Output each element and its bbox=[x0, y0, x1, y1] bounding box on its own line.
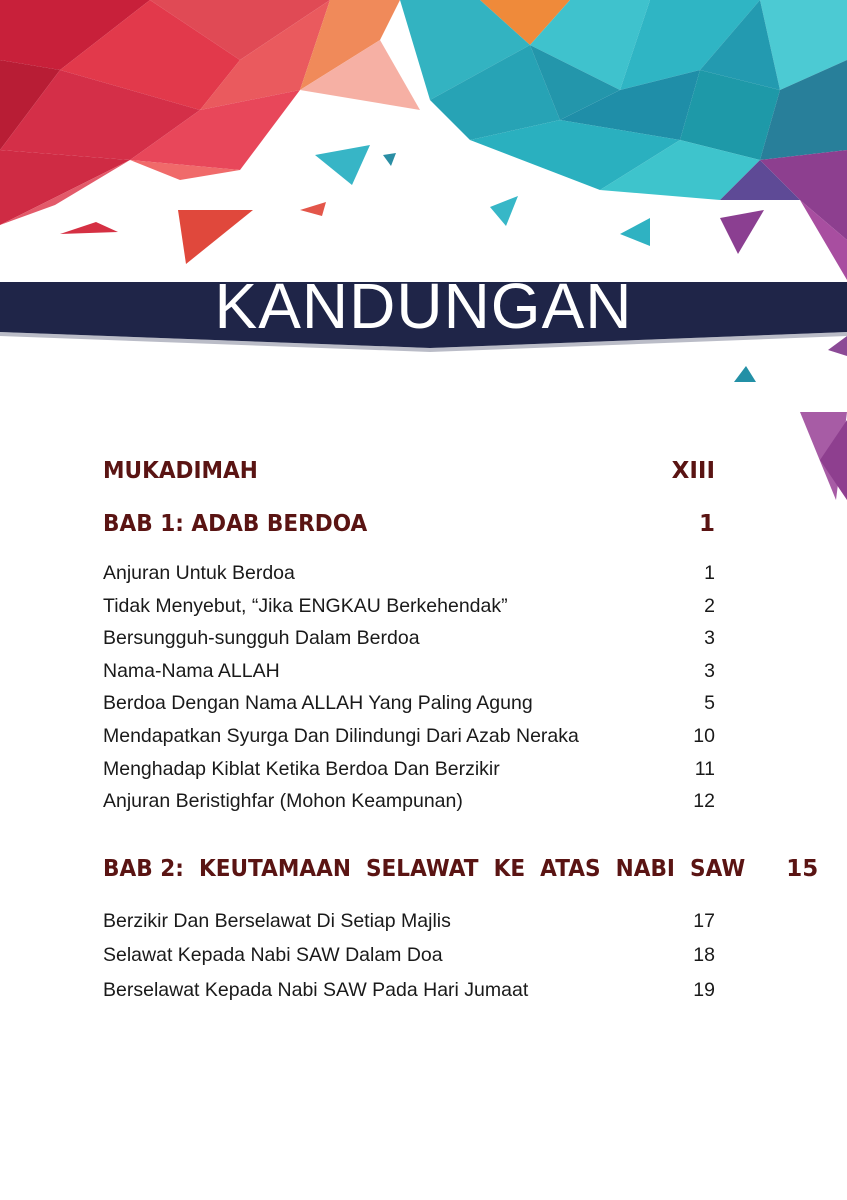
toc-entry[interactable] bbox=[103, 973, 715, 1008]
chapter-1-section bbox=[103, 511, 715, 818]
entry-page: 11 bbox=[694, 757, 715, 780]
entry-page: 3 bbox=[704, 659, 715, 682]
entry-label: Selawat Kepada Nabi SAW Dalam Doa bbox=[103, 944, 443, 967]
chapter-2-heading[interactable] bbox=[103, 855, 819, 898]
chapter-2-entries bbox=[103, 904, 715, 1008]
entry-page: 1 bbox=[704, 562, 715, 584]
entry-label: Bersungguh-sungguh Dalam Berdoa bbox=[103, 627, 420, 650]
entry-label: Berzikir Dan Berselawat Di Setiap Majlis bbox=[103, 909, 451, 932]
entry-label: Berselawat Kepada Nabi SAW Pada Hari Jumaat bbox=[103, 978, 529, 1001]
toc-entry[interactable] bbox=[103, 938, 715, 973]
chapter-1-entries bbox=[103, 557, 715, 818]
entry-page: 10 bbox=[693, 724, 715, 747]
toc-entry[interactable] bbox=[103, 904, 715, 939]
chapter-2-section bbox=[103, 855, 819, 1008]
toc-intro-row[interactable] bbox=[103, 458, 715, 498]
chapter-2-page: 15 bbox=[786, 855, 819, 882]
table-of-contents bbox=[103, 458, 819, 1007]
entry-page: 19 bbox=[693, 978, 715, 1001]
toc-entry[interactable] bbox=[103, 655, 715, 688]
entry-page: 3 bbox=[704, 627, 715, 650]
chapter-1-label: BAB 1: ADAB BERDOA bbox=[103, 511, 368, 537]
toc-entry[interactable] bbox=[103, 590, 715, 623]
chapter-1-page: 1 bbox=[698, 511, 715, 537]
entry-page: 17 bbox=[693, 909, 715, 932]
chapter-2-label: BAB 2: KEUTAMAAN SELAWAT KE ATAS NABI SAW bbox=[103, 855, 746, 882]
toc-entry[interactable] bbox=[103, 557, 715, 590]
chapter-1-heading[interactable] bbox=[103, 511, 715, 553]
toc-entry[interactable] bbox=[103, 785, 715, 818]
intro-page: XIII bbox=[671, 458, 715, 484]
entry-page: 2 bbox=[704, 594, 715, 617]
entry-page: 5 bbox=[704, 692, 715, 715]
entry-label: Anjuran Beristighfar (Mohon Keampunan) bbox=[103, 790, 463, 813]
toc-entry[interactable] bbox=[103, 753, 715, 786]
toc-entry[interactable] bbox=[103, 687, 715, 720]
toc-entry[interactable] bbox=[103, 720, 715, 753]
entry-label: Anjuran Untuk Berdoa bbox=[103, 562, 295, 584]
entry-label: Mendapatkan Syurga Dan Dilindungi Dari Azab Neraka bbox=[103, 724, 579, 747]
toc-entry[interactable] bbox=[103, 622, 715, 655]
entry-label: Menghadap Kiblat Ketika Berdoa Dan Berzikir bbox=[103, 757, 500, 780]
entry-label: Berdoa Dengan Nama ALLAH Yang Paling Agung bbox=[103, 692, 533, 715]
entry-page: 18 bbox=[693, 944, 715, 967]
intro-label: MUKADIMAH bbox=[103, 458, 258, 484]
entry-label: Tidak Menyebut, “Jika ENGKAU Berkehendak” bbox=[103, 594, 508, 617]
entry-page: 12 bbox=[693, 790, 715, 813]
page-title: KANDUNGAN bbox=[214, 270, 633, 342]
entry-label: Nama-Nama ALLAH bbox=[103, 659, 280, 682]
